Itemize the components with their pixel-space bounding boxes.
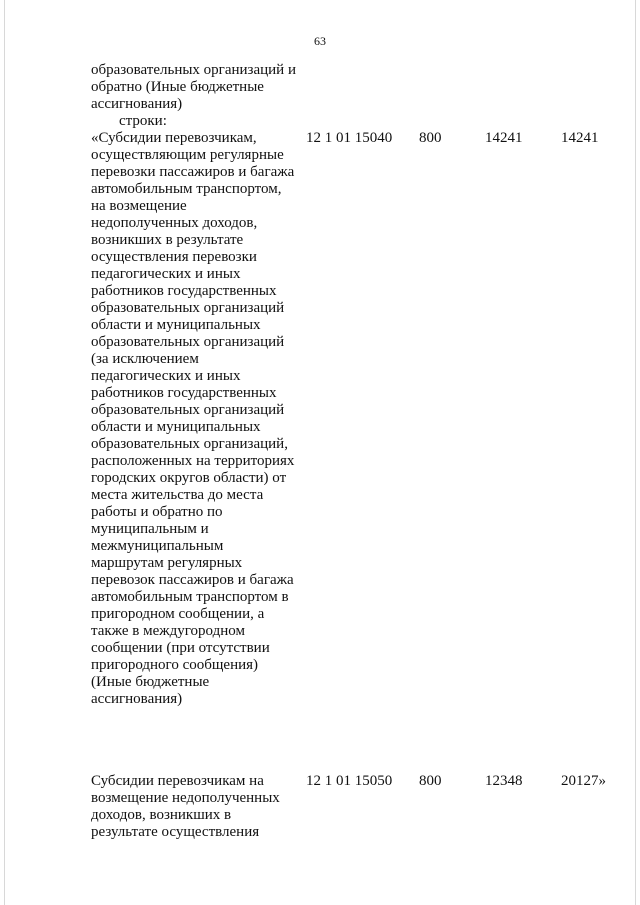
row-description: Субсидии перевозчикам на возмещение недополученных доходов, возникших в результате осуществления xyxy=(91,773,280,840)
row-expense-type: 800 xyxy=(419,130,442,146)
row-expense-type: 800 xyxy=(419,773,442,789)
scan-edge-right xyxy=(635,0,636,905)
continuation-text: образовательных организаций и обратно (Иные бюджетные ассигнования) xyxy=(91,62,296,112)
row-value-1: 12348 xyxy=(485,773,523,789)
rows-label: строки: xyxy=(119,113,167,129)
row-description: «Субсидии перевозчикам, осуществляющим регулярные перевозки пассажиров и багажа автомобильным транспортом, на возмещение недополученных доходов, возникших в результате осуществления перевозки педагогических и иных работников государственных образовательных организаций области и муниципальных образовательных организаций (за исключением педагогических и иных работников государственных образовательных организаций области и муниципальных образовательных организаций, расположенных на территориях городских округов области) от места жительства до места работы и обратно по муниципальным и межмуниципальным маршрутам регулярных перевозок пассажиров и багажа автомобильным транспортом в пригородном сообщении, а также в междугородном сообщении (при отсутствии пригородного сообщения) (Иные бюджетные ассигнования) xyxy=(91,130,295,707)
row-value-1: 14241 xyxy=(485,130,523,146)
row-code: 12 1 01 15050 xyxy=(306,773,393,789)
row-code: 12 1 01 15040 xyxy=(306,130,393,146)
row-value-2: 14241 xyxy=(561,130,599,146)
row-value-2: 20127» xyxy=(561,773,606,789)
scan-edge-left xyxy=(4,0,5,905)
page-number: 63 xyxy=(314,34,326,48)
